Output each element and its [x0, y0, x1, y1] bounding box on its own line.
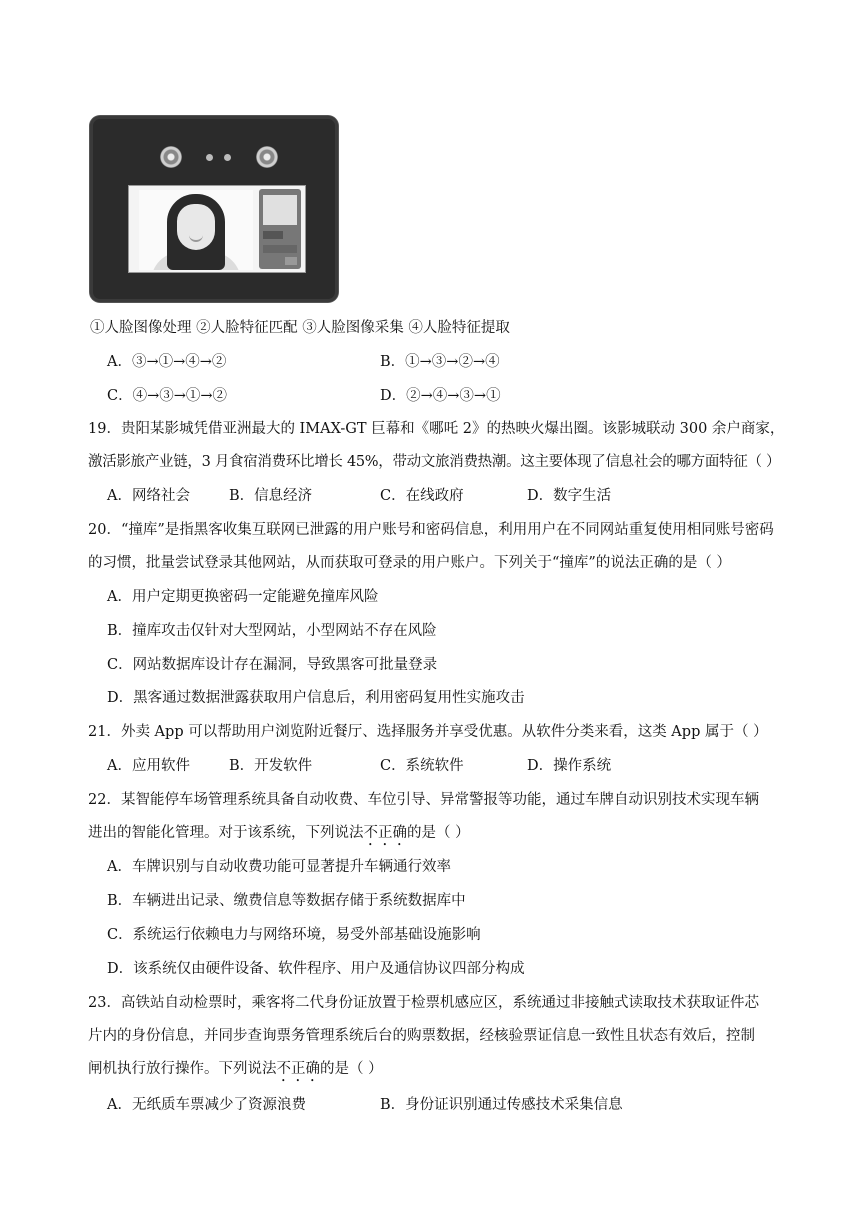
face-recognition-device-image	[90, 116, 338, 302]
q18-option-b[interactable]: B．①→③→②→④	[380, 354, 500, 370]
q21-option-a[interactable]: A．应用软件	[107, 758, 190, 774]
emphasis-not-correct: 不正确	[276, 1061, 320, 1077]
sensor-dot-icon	[206, 154, 213, 161]
q21-stem-line1: 21．外卖 App 可以帮助用户浏览附近餐厅、选择服务并享受优惠。从软件分类来看，这类 App 属于（ ）	[88, 724, 768, 740]
q23-stem-line1: 23．高铁站自动检票时，乘客将二代身份证放置于检票机感应区，系统通过非接触式读取技术获取证件芯	[88, 995, 759, 1011]
q18-option-a[interactable]: A．③→①→④→②	[107, 354, 227, 370]
q20-option-a[interactable]: A．用户定期更换密码一定能避免撞库风险	[107, 589, 379, 605]
q18-option-c[interactable]: C．④→③→①→②	[107, 388, 228, 404]
q23-option-b[interactable]: B．身份证识别通过传感技术采集信息	[380, 1097, 623, 1113]
camera-left-icon	[160, 146, 182, 168]
q18-items: ①人脸图像处理 ②人脸特征匹配 ③人脸图像采集 ④人脸特征提取	[90, 320, 510, 336]
q18-option-d[interactable]: D．②→④→③→①	[380, 388, 501, 404]
q22-option-c[interactable]: C．系统运行依赖电力与网络环境，易受外部基础设施影响	[107, 927, 481, 943]
emphasis-not-correct: 不正确	[363, 825, 407, 841]
q20-option-c[interactable]: C．网站数据库设计存在漏洞，导致黑客可批量登录	[107, 657, 438, 673]
control-panel	[259, 189, 301, 269]
device-screen	[128, 185, 306, 273]
q20-option-d[interactable]: D．黑客通过数据泄露获取用户信息后，利用密码复用性实施攻击	[107, 690, 525, 706]
q19-option-c[interactable]: C．在线政府	[380, 488, 464, 504]
q23-stem-line2: 片内的身份信息，并同步查询票务管理系统后台的购票数据，经核验票证信息一致性且状态有效后，控制	[88, 1028, 755, 1044]
portrait-picture	[139, 190, 253, 270]
q19-option-d[interactable]: D．数字生活	[527, 488, 612, 504]
q23-option-a[interactable]: A．无纸质车票减少了资源浪费	[107, 1097, 306, 1113]
q19-stem-line1: 19．贵阳某影城凭借亚洲最大的 IMAX-GT 巨幕和《哪吒 2》的热映火爆出圈。该影城联动 300 余户商家，	[88, 421, 785, 437]
q22-stem-line1: 22．某智能停车场管理系统具备自动收费、车位引导、异常警报等功能，通过车牌自动识别技术实现车辆	[88, 792, 759, 808]
q20-stem-line1: 20．“撞库”是指黑客收集互联网已泄露的用户账号和密码信息，利用用户在不同网站重复使用相同账号密码	[88, 522, 774, 538]
q20-stem-line2: 的习惯，批量尝试登录其他网站，从而获取可登录的用户账户。下列关于“撞库”的说法正确的是（ ）	[88, 555, 731, 571]
q21-option-d[interactable]: D．操作系统	[527, 758, 612, 774]
q22-option-b[interactable]: B．车辆进出记录、缴费信息等数据存储于系统数据库中	[107, 893, 466, 909]
q19-option-a[interactable]: A．网络社会	[107, 488, 190, 504]
q19-option-b[interactable]: B．信息经济	[229, 488, 313, 504]
q22-option-a[interactable]: A．车牌识别与自动收费功能可显著提升车辆通行效率	[107, 859, 451, 875]
q21-option-c[interactable]: C．系统软件	[380, 758, 464, 774]
q22-option-d[interactable]: D．该系统仅由硬件设备、软件程序、用户及通信协议四部分构成	[107, 961, 525, 977]
q23-stem-line3: 闸机执行放行操作。下列说法不正确的是（ ）	[88, 1061, 383, 1077]
q22-stem-line2: 进出的智能化管理。对于该系统，下列说法不正确的是（ ）	[88, 825, 470, 841]
sensor-dot-icon	[224, 154, 231, 161]
q19-stem-line2: 激活影旅产业链，3 月食宿消费环比增长 45%，带动文旅消费热潮。这主要体现了信息社会的哪方面特征（ ）	[88, 454, 781, 470]
camera-right-icon	[256, 146, 278, 168]
q20-option-b[interactable]: B．撞库攻击仅针对大型网站，小型网站不存在风险	[107, 623, 437, 639]
q21-option-b[interactable]: B．开发软件	[229, 758, 313, 774]
